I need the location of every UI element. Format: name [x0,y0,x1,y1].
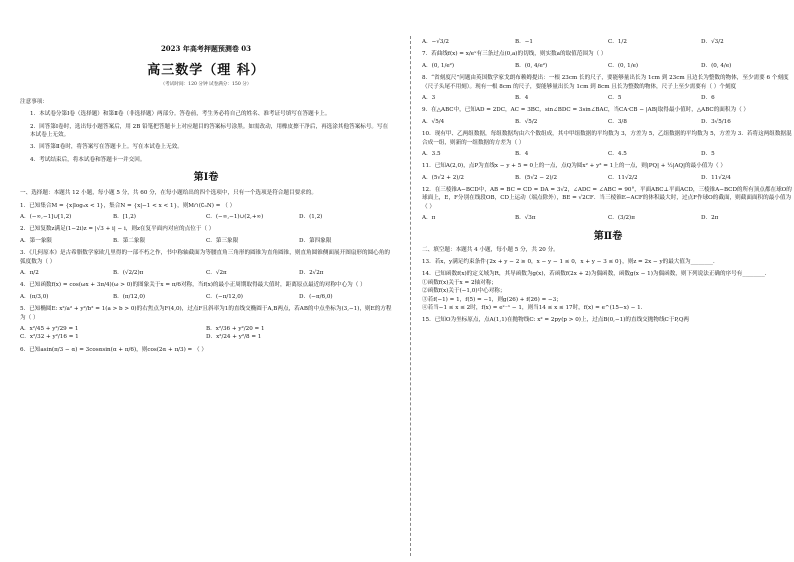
statement-4: ④若当−1 ≤ x ≤ 2时，f(x) = eˣ⁻¹ − 1，则当14 ≤ x ≤ 17时，f(x) = e^(15−x) − 1． [422,304,647,311]
question-11 [422,162,794,182]
section-2-instructions: 二、填空题：本题共 4 小题，每小题 5 分，共 20 分。 [422,246,559,253]
option-d: D．2π [701,215,719,222]
note-item: 2．回答第Ⅰ卷时，选出每小题答案后，用 2B 铅笔把答题卡上对应题目的答案标号涂黑。如需改动，用橡皮擦干净后，再选涂其他答案标号。写在本试卷上无效。 [30,123,389,139]
question-5 [20,305,392,342]
option-b: B．[1,2) [113,214,136,221]
option-c: C．3/8 [608,118,627,125]
question-13: 13．若x，y满足约束条件{2x + y − 2 ≥ 0，x − y − 1 ≤ 0，x + y − 3 ≤ 0}，则z = 2x − y的最大值为________． [422,259,719,266]
option-d: D．第四象限 [299,237,332,244]
left-column [20,38,392,558]
question-2 [20,225,392,245]
question-4 [20,281,392,301]
option-c: C．(−π/12,0) [206,293,243,300]
exam-info: （考试时间：120 分钟 试卷满分：150 分） [160,82,252,87]
option-d: D．6 [701,94,715,101]
option-a: A．π [422,215,436,222]
question-12 [422,186,794,223]
option-d: D．x²/24 + y²/8 = 1 [206,334,262,341]
question-stem: 12．在三棱锥A−BCD中，AB = BC = CD = DA = 3√2，∠ADC = ∠ABC = 90°，平面ABC⊥平面ACD，三棱锥A−BCD的所有顶点都在球O的球面上，E，F分别在线段OB，CD上运动（端点除外），BE = √2CF．当三棱锥E−ACF的体积最大时，过点F作球O的截面，则截面面积的最小值为（ ） [422,187,792,210]
question-stem: 3．《几何原本》是古希腊数学家欧几里得的一部不朽之作，书中称轴截面为等腰直角三角形的圆锥为直角圆锥，则直角圆锥侧面展开图扇形的圆心角的弧度数为（ ） [20,250,390,265]
exam-title: 2023 年高考押题预测卷 03 [160,44,252,53]
question-stem: 1．已知集合M = {x|log₃x < 1}，集合N = {x|−1 < x < 1}，则M∩(∁ₙN) = （ ） [20,202,236,209]
option-b: B．−1 [515,39,533,45]
volume-2-title: 第Ⅱ卷 [593,230,623,242]
option-d: D．3√5/16 [701,118,731,125]
question-stem: 6．已知asin(π/3 − α) = 3cosαsin(α + π/6)，则cos(2α + π/3) = （ ） [20,346,207,353]
option-c: C．第三象限 [206,237,239,244]
option-a: A．√5/4 [422,118,445,125]
question-1 [20,202,392,222]
question-stem: 9．在△ABC中，已知AD = 2DC，AC = 3BC，sin∠BDC = 3sin∠BAC，当CA·CB − |AB|取得最小值时，△ABC的面积为（ ） [422,107,750,114]
option-c: C．(3/2)π [608,215,635,222]
question-stem: 4．已知函数f(x) = cos(ωx + 3π/4)(ω > 0)的图象关于x = π/6对称，当f(x)的最小正周期取得最大值时，距离原点最近的对称中心为（ ） [20,282,366,289]
question-15: 15．已知O为坐标原点，点A(1,1)在抛物线C: x² = 2py(p > 0)上，过点B(0,−1)的直线交抛物线C于P,Q两 [422,317,689,324]
question-stem: 10．现有甲、乙两组数据，每组数据均由六个数组成，其中甲组数据的平均数为 3，方差为 5，乙组数据的平均数为 5，方差为 3．若将这两组数据混合成一组，则新的一组数据的方差为（ ） [422,131,792,146]
question-stem: 5．已知椭圆E: x²/a² + y²/b² = 1(a > b > 0)的右焦点为F(4,0)，过点F且斜率为1的直线交椭圆于A,B两点，若AB的中点坐标为(3,−1)，则E的方程为（ ） [20,306,392,321]
question-7 [422,50,794,70]
note-item: 1．本试卷分第Ⅰ卷（选择题）和第Ⅱ卷（非选择题）两部分。答卷前，考生务必将自己的姓名、准考证号填写在答题卡上。 [30,111,331,118]
option-c: C．√2π [206,269,227,276]
statement-2: ②函数f(x)关于(−1,0)中心对称； [422,288,506,295]
question-stem: 7．若曲线f(x) = x/eˣ有三条过点(0,a)的切线，则实数a的取值范围为（ ） [422,51,607,58]
option-a: A．x²/45 + y²/29 = 1 [20,325,79,332]
option-b: B．(√2/2)π [113,269,144,276]
question-10 [422,130,794,158]
option-a: A．(−∞,−1]∪[1,2) [20,214,72,221]
option-c: C．x²/32 + y²/16 = 1 [20,334,79,341]
option-b: B．√3π [515,215,536,222]
option-a: A．(5√2 + 2)/2 [422,174,464,181]
question-14: 14．已知函数f(x)的定义域为R，其导函数为g(x)，若函数f(2x + 2)为偶函数，函数g(x − 1)为偶函数，则下列说法正确的序号有________． [422,271,771,278]
question-stem: 8．“省刻度尺”问题由英国数学家戈朗布赖姆提出：一根 23cm 长的尺子，要能够量出长为 1cm 到 23cm 且边长为整数的物体，至少需要 6 个刻度（尺子头尾不用刻）。现有一根 8cm 的尺子，要能够量出长为 1cm 到 8cm 且长为整数的物体，尺子上至少需要有（ ）个刻度 [422,75,789,90]
option-a: A．3 [422,94,436,101]
section-1-instructions: 一、选择题：本题共 12 小题，每小题 5 分，共 60 分，在每小题给出的四个选项中，只有一个选项是符合题目要求的。 [20,190,317,197]
note-item: 4．考试结束后，将本试卷和答题卡一并交回。 [30,156,146,163]
option-d: D．(1,2) [299,214,323,221]
option-b: B．√5/2 [515,118,538,125]
option-a: A．π/2 [20,269,39,276]
option-b: B．(π/12,0) [113,293,146,300]
question-6-options [422,38,794,46]
option-c: C．4.5 [608,150,627,157]
option-c: C．11√2/2 [608,174,638,181]
option-d: D．5 [701,150,715,157]
column-divider [410,36,411,556]
question-6 [20,346,392,354]
option-c: C．5 [608,94,622,101]
option-b: B．第二象限 [113,237,146,244]
option-b: B．4 [515,94,529,101]
option-c: C．1/2 [608,39,627,45]
option-d: D．11√2/4 [701,174,731,181]
option-c: C．(−∞,−1)∪(2,+∞) [206,214,264,221]
note-item: 3．回答第Ⅱ卷时，将答案写在答题卡上。写在本试卷上无效。 [30,144,183,151]
option-a: A．第一象限 [20,237,53,244]
option-b: B．4 [515,150,529,157]
question-3 [20,249,392,277]
statement-3: ③若f(−1) = 1，f(5) = −1，则g(26) + f(26) = −3； [422,296,562,303]
option-c: C．(0, 1/e) [608,62,639,69]
statement-1: ①函数f(x)关于x = 2轴对称； [422,279,497,286]
subject-title: 高三数学（理 科） [147,62,265,78]
option-a: A．(π/3,0) [20,293,49,300]
option-d: D．2√2π [299,269,324,276]
notes-title: 注意事项： [20,98,48,105]
option-d: D．√3/2 [701,39,724,45]
option-b: B．(0, 4/e²) [515,62,548,69]
question-stem: 11．已知A(2,0)，点P为直线x − y + 5 = 0上的一点，点Q为圆x² + y² = 1上的一点，则|PQ| + ½|AQ|的最小值为（ ） [422,163,726,170]
option-b: B．x²/36 + y²/20 = 1 [206,325,265,332]
volume-1-title: 第Ⅰ卷 [193,172,219,184]
option-d: D．(−π/6,0) [299,293,333,300]
option-a: A．3.5 [422,150,441,157]
option-b: B．(5√2 − 2)/2 [515,174,557,181]
option-a: A．−√3/2 [422,39,449,45]
option-d: D．(0, 4/e) [701,62,732,69]
question-9 [422,106,794,126]
right-column [422,38,794,558]
question-stem: 2．已知复数z满足(1−2i)z = |√3 + i| − i，则z在复平面内对应的点位于（ ） [20,226,215,233]
option-a: A．(0, 1/e²) [422,62,455,69]
question-8 [422,74,794,102]
